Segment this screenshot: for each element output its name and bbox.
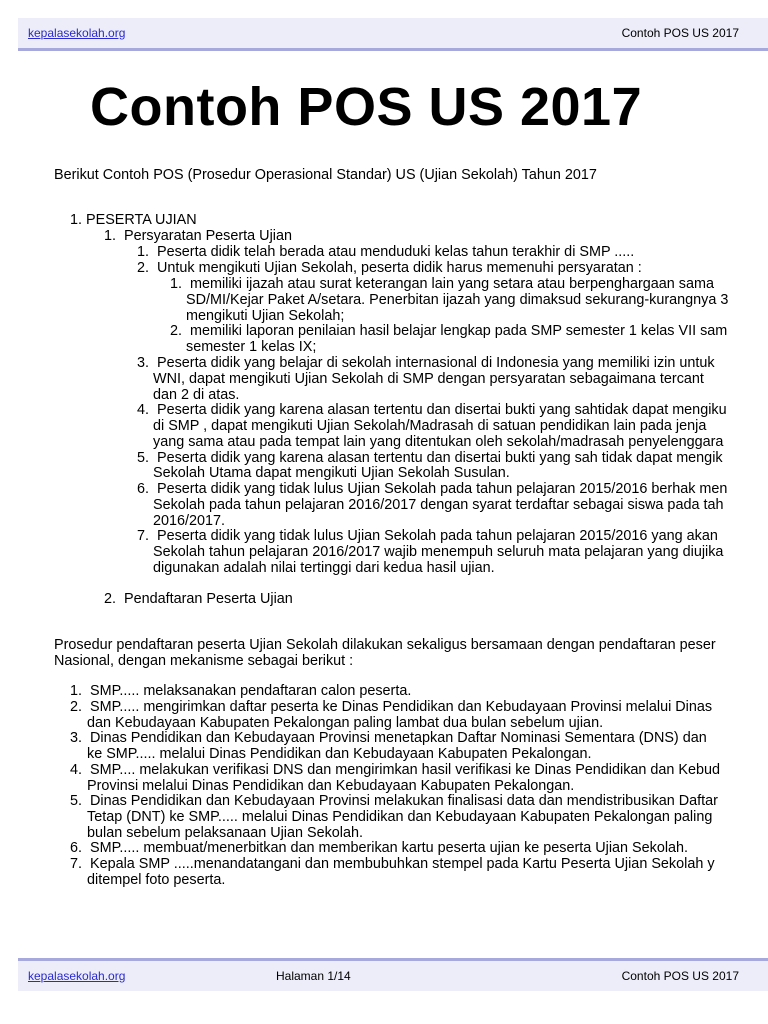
footer-title: Contoh POS US 2017 [621, 969, 739, 983]
list-item-continued: Provinsi melalui Dinas Pendidikan dan Kebudayaan Kabupaten Pekalongan. [87, 778, 575, 794]
list-item-continued: digunakan adalah nilai tertinggi dari kedua hasil ujian. [153, 560, 495, 576]
list-item: 2. SMP..... mengirimkan daftar peserta ke Dinas Pendidikan dan Kebudayaan Provinsi melalui Dinas [70, 699, 713, 715]
list-item: 1. SMP..... melaksanakan pendaftaran calon peserta. [70, 683, 412, 699]
header-site-link[interactable]: kepalasekolah.org [28, 26, 126, 40]
list-item-continued: yang sama atau pada tempat lain yang ditentukan oleh sekolah/madrasah penyelenggara [153, 434, 724, 450]
document-title: Contoh POS US 2017 [90, 77, 643, 137]
list-item: 7. Kepala SMP .....menandatangani dan membubuhkan stempel pada Kartu Peserta Ujian Sekolah y [70, 856, 715, 872]
list-item: 2. memiliki laporan penilaian hasil belajar lengkap pada SMP semester 1 kelas VII sam [170, 323, 728, 339]
header-title: Contoh POS US 2017 [621, 26, 739, 40]
list-item: 4. SMP.... melakukan verifikasi DNS dan mengirimkan hasil verifikasi ke Dinas Pendidikan dan Kebud [70, 762, 721, 778]
list-item-continued: bulan sebelum pelaksanaan Ujian Sekolah. [87, 825, 364, 841]
list-item: 4. Peserta didik yang karena alasan tertentu dan disertai bukti yang sahtidak dapat mengiku [137, 402, 727, 418]
list-item-continued: Sekolah tahun pelajaran 2016/2017 wajib menempuh seluruh mata pelajaran yang diujika [153, 544, 724, 560]
section-heading-peserta-ujian: 1. PESERTA UJIAN [70, 212, 197, 228]
list-item-continued: dan 2 di atas. [153, 387, 240, 403]
subsection-pendaftaran: 2. Pendaftaran Peserta Ujian [104, 591, 293, 607]
list-item-continued: mengikuti Ujian Sekolah; [186, 308, 345, 324]
list-item-continued: ditempel foto peserta. [87, 872, 226, 888]
list-item-continued: Tetap (DNT) ke SMP..... melalui Dinas Pendidikan dan Kebudayaan Kabupaten Pekalongan paling [87, 809, 713, 825]
list-item: 6. SMP..... membuat/menerbitkan dan memberikan kartu peserta ujian ke peserta Ujian Sekolah. [70, 840, 689, 856]
page-footer [18, 958, 768, 991]
subsection-persyaratan: 1. Persyaratan Peserta Ujian [104, 228, 292, 244]
list-item: 5. Peserta didik yang karena alasan tertentu dan disertai bukti yang sah tidak dapat mengik [137, 450, 723, 466]
page-header [18, 18, 768, 51]
list-item: 2. Untuk mengikuti Ujian Sekolah, peserta didik harus memenuhi persyaratan : [137, 260, 642, 276]
list-item: 7. Peserta didik yang tidak lulus Ujian Sekolah pada tahun pelajaran 2015/2016 yang akan [137, 528, 718, 544]
list-item-continued: WNI, dapat mengikuti Ujian Sekolah di SMP dengan persyaratan sebagaimana tercant [153, 371, 704, 387]
list-item-continued: Sekolah Utama dapat mengikuti Ujian Sekolah Susulan. [153, 465, 510, 481]
procedure-paragraph-continued: Nasional, dengan mekanisme sebagai berikut : [54, 653, 354, 669]
list-item-continued: di SMP , dapat mengikuti Ujian Sekolah/Madrasah di satuan pendidikan lain pada jenja [153, 418, 707, 434]
list-item: 3. Dinas Pendidikan dan Kebudayaan Provinsi menetapkan Daftar Nominasi Sementara (DNS) dan [70, 730, 707, 746]
list-item-continued: semester 1 kelas IX; [186, 339, 317, 355]
list-item-continued: SD/MI/Kejar Paket A/setara. Penerbitan ijazah yang dimaksud sekurang-kurangnya 3 [186, 292, 729, 308]
list-item-continued: dan Kebudayaan Kabupaten Pekalongan paling lambat dua bulan sebelum ujian. [87, 715, 604, 731]
list-item: 5. Dinas Pendidikan dan Kebudayaan Provinsi melakukan finalisasi data dan mendistribusikan Daftar [70, 793, 718, 809]
footer-site-link[interactable]: kepalasekolah.org [28, 969, 126, 983]
page-number: Halaman 1/14 [276, 969, 351, 983]
list-item: 1. memiliki ijazah atau surat keterangan lain yang setara atau berpenghargaan sama [170, 276, 714, 292]
procedure-paragraph: Prosedur pendaftaran peserta Ujian Sekolah dilakukan sekaligus bersamaan dengan pendaftaran peser [54, 637, 716, 653]
list-item-continued: 2016/2017. [153, 513, 226, 529]
list-item: 1. Peserta didik telah berada atau menduduki kelas tahun terakhir di SMP ..... [137, 244, 635, 260]
intro-paragraph: Berikut Contoh POS (Prosedur Operasional Standar) US (Ujian Sekolah) Tahun 2017 [54, 167, 597, 183]
list-item: 3. Peserta didik yang belajar di sekolah internasional di Indonesia yang memiliki izin untuk [137, 355, 715, 371]
list-item-continued: ke SMP..... melalui Dinas Pendidikan dan Kebudayaan Kabupaten Pekalongan. [87, 746, 592, 762]
list-item-continued: Sekolah pada tahun pelajaran 2016/2017 dengan syarat terdaftar sebagai siswa pada tah [153, 497, 724, 513]
list-item: 6. Peserta didik yang tidak lulus Ujian Sekolah pada tahun pelajaran 2015/2016 berhak men [137, 481, 728, 497]
